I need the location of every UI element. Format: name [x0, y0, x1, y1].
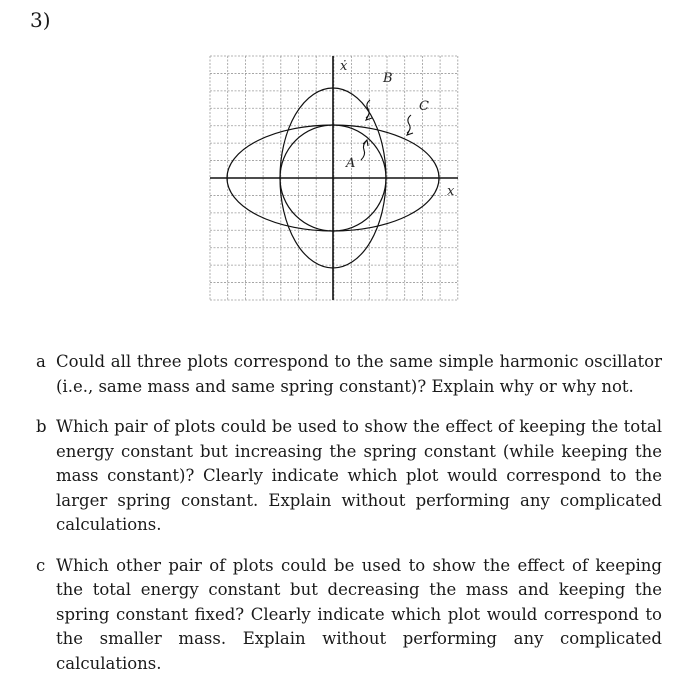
part-c-text: Which other pair of plots could be used to show the effect of keeping the total energy constant but decreasing the mass and keeping the spring constant fixed? Clearly indicate which plot would correspond to the smaller mass. Explain without performing any complicated calculations. [56, 555, 662, 673]
horizontal-axis-label: x [447, 184, 455, 199]
pointer-c [407, 115, 411, 133]
part-b-letter: b [36, 417, 47, 436]
curve-label-b: B [383, 71, 393, 86]
part-a-letter: a [36, 352, 46, 371]
vertical-axis-label: ẋ [340, 59, 348, 74]
question-number: 3) [30, 8, 51, 32]
phase-space-figure [200, 50, 470, 312]
curve-label-a: A [346, 156, 356, 171]
part-a [36, 350, 662, 399]
part-b-text: Which pair of plots could be used to show the effect of keeping the total energy constant but increasing the spring constant (while keeping the mass constant)? Clearly indicate which plot would correspond to the larger spring constant. Explain without performing any complicated calculations. [56, 417, 662, 534]
part-a-text: Could all three plots correspond to the same simple harmonic oscillator (i.e., same mass and same spring constant)? Explain why or why not. [56, 352, 662, 396]
part-b [36, 415, 662, 538]
curve-label-c: C [419, 99, 429, 114]
part-c-letter: c [36, 555, 46, 575]
phase-space-plot [200, 50, 470, 312]
question-parts [36, 350, 662, 676]
part-c [36, 554, 662, 677]
